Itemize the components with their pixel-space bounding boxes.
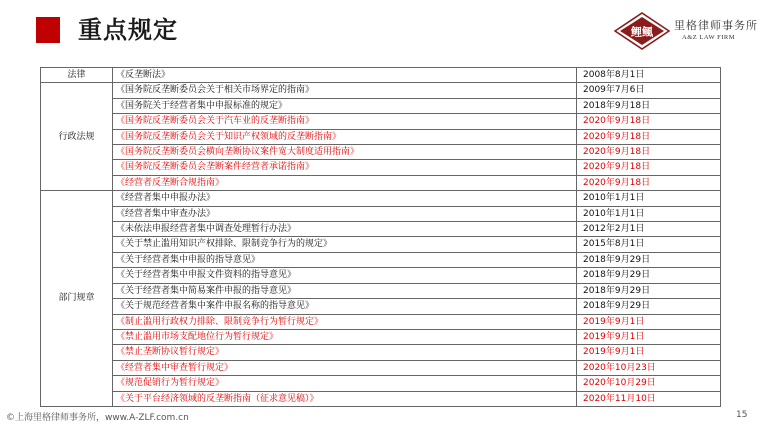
regulation-name-cell: 《经营者反垄断合规指南》 <box>113 175 577 190</box>
table-row <box>41 222 721 237</box>
effective-date-cell: 2019年9月1日 <box>577 314 721 329</box>
regulation-name-cell: 《关于经营者集中申报文件资料的指导意见》 <box>113 268 577 283</box>
regulation-name-cell: 《国务院反垄断委员会关于知识产权领域的反垄断指南》 <box>113 129 577 144</box>
regulation-name-cell: 《国务院反垄断委员会垄断案件经营者承诺指南》 <box>113 160 577 175</box>
table-row <box>41 299 721 314</box>
regulation-name-cell: 《经营者集中申报办法》 <box>113 191 577 206</box>
table-row <box>41 345 721 360</box>
effective-date-cell: 2010年1月1日 <box>577 206 721 221</box>
effective-date-cell: 2018年9月29日 <box>577 252 721 267</box>
table-row <box>41 68 721 83</box>
page-number: 15 <box>736 410 748 420</box>
effective-date-cell: 2018年9月29日 <box>577 268 721 283</box>
table-row <box>41 252 721 267</box>
regulation-name-cell: 《禁止垄断协议暂行规定》 <box>113 345 577 360</box>
regulation-name-cell: 《国务院关于经营者集中申报标准的规定》 <box>113 98 577 113</box>
effective-date-cell: 2020年9月18日 <box>577 145 721 160</box>
regulation-name-cell: 《关于经营者集中简易案件申报的指导意见》 <box>113 283 577 298</box>
regulation-name-cell: 《关于平台经济领域的反垄断指南（征求意见稿）》 <box>113 391 577 406</box>
effective-date-cell: 2020年9月18日 <box>577 129 721 144</box>
effective-date-cell: 2019年9月1日 <box>577 329 721 344</box>
table-row <box>41 191 721 206</box>
effective-date-cell: 2010年1月1日 <box>577 191 721 206</box>
firm-logo <box>614 12 758 50</box>
table-row <box>41 391 721 406</box>
effective-date-cell: 2018年9月18日 <box>577 98 721 113</box>
effective-date-cell: 2020年10月29日 <box>577 376 721 391</box>
regulation-name-cell: 《未依法申报经营者集中调查处理暂行办法》 <box>113 222 577 237</box>
firm-name-cn: 里格律师事务所 <box>674 19 758 32</box>
page-title: 重点规定 <box>78 16 178 44</box>
category-cell: 法律 <box>41 68 113 83</box>
effective-date-cell: 2008年8月1日 <box>577 68 721 83</box>
effective-date-cell: 2018年9月29日 <box>577 299 721 314</box>
regulations-table-body <box>41 68 721 407</box>
regulation-name-cell: 《反垄断法》 <box>113 68 577 83</box>
effective-date-cell: 2020年9月18日 <box>577 175 721 190</box>
firm-logo-mark-icon <box>614 12 670 50</box>
effective-date-cell: 2020年9月18日 <box>577 114 721 129</box>
table-row <box>41 329 721 344</box>
regulation-name-cell: 《禁止滥用市场支配地位行为暂行规定》 <box>113 329 577 344</box>
regulation-name-cell: 《关于经营者集中申报的指导意见》 <box>113 252 577 267</box>
effective-date-cell: 2019年9月1日 <box>577 345 721 360</box>
effective-date-cell: 2018年9月29日 <box>577 283 721 298</box>
regulation-name-cell: 《国务院反垄断委员会关于汽车业的反垄断指南》 <box>113 114 577 129</box>
table-row <box>41 283 721 298</box>
effective-date-cell: 2020年9月18日 <box>577 160 721 175</box>
effective-date-cell: 2012年2月1日 <box>577 222 721 237</box>
regulation-name-cell: 《国务院反垄断委员会横向垄断协议案件宽大制度适用指南》 <box>113 145 577 160</box>
table-row <box>41 83 721 98</box>
table-row <box>41 206 721 221</box>
regulation-name-cell: 《经营者集中审查暂行规定》 <box>113 360 577 375</box>
regulation-name-cell: 《制止滥用行政权力排除、限制竞争行为暂行规定》 <box>113 314 577 329</box>
regulations-table <box>40 67 721 407</box>
regulation-name-cell: 《国务院反垄断委员会关于相关市场界定的指南》 <box>113 83 577 98</box>
regulation-name-cell: 《规范促销行为暂行规定》 <box>113 376 577 391</box>
table-row <box>41 314 721 329</box>
category-cell: 行政法规 <box>41 83 113 191</box>
table-row <box>41 98 721 113</box>
table-row <box>41 129 721 144</box>
table-row <box>41 145 721 160</box>
firm-logo-mark-text: 鲤鲺 <box>631 25 653 39</box>
regulation-name-cell: 《关于规范经营者集中案件申报名称的指导意见》 <box>113 299 577 314</box>
effective-date-cell: 2015年8月1日 <box>577 237 721 252</box>
effective-date-cell: 2020年11月10日 <box>577 391 721 406</box>
regulation-name-cell: 《经营者集中审查办法》 <box>113 206 577 221</box>
effective-date-cell: 2020年10月23日 <box>577 360 721 375</box>
effective-date-cell: 2009年7月6日 <box>577 83 721 98</box>
table-row <box>41 376 721 391</box>
table-row <box>41 175 721 190</box>
table-row <box>41 160 721 175</box>
table-row <box>41 360 721 375</box>
title-accent-square <box>36 17 60 43</box>
category-cell: 部门规章 <box>41 191 113 407</box>
regulation-name-cell: 《关于禁止滥用知识产权排除、限制竞争行为的规定》 <box>113 237 577 252</box>
footer-copyright: ©上海里格律师事务所，www.A-ZLF.com.cn <box>6 413 189 423</box>
table-row <box>41 237 721 252</box>
table-row <box>41 114 721 129</box>
firm-name-en: A&Z LAW FIRM <box>682 34 736 41</box>
table-row <box>41 268 721 283</box>
